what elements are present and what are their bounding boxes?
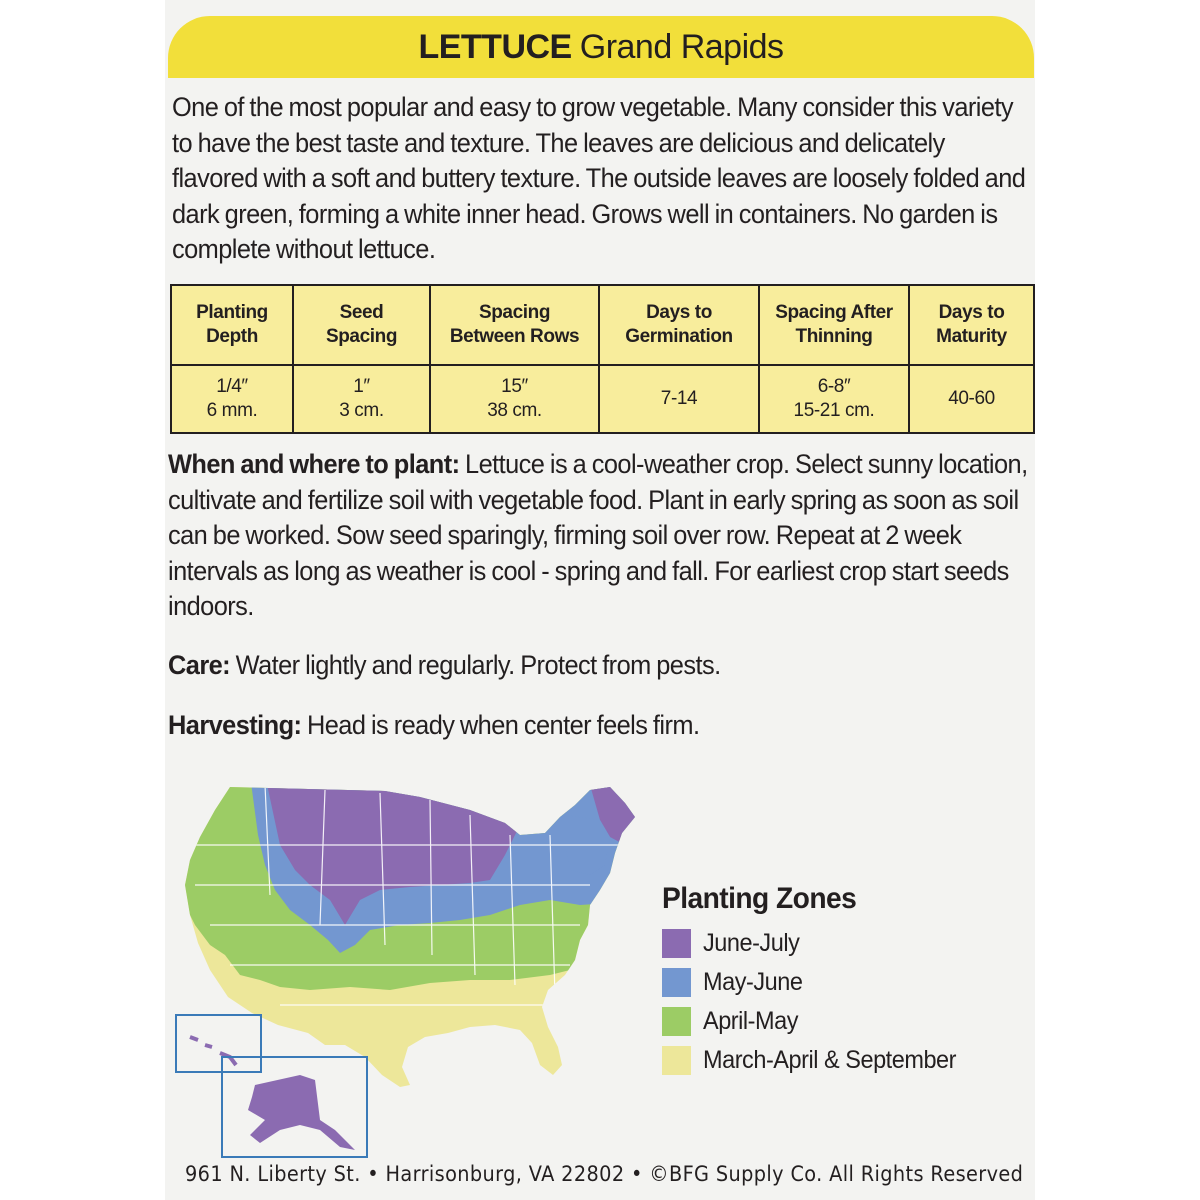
header-planting-depth: Planting Depth: [171, 285, 293, 365]
planting-zones-legend: [662, 882, 1032, 1080]
when-text: Lettuce is a cool-weather crop. Select sunny location, cultivate and fertilize soil with vegetable food. Plant in early spring as soon as soil can be worked. Sow seed sparingly, firming soil over row. Repeat at 2 week intervals as long as weather is cool - spring and fall. For earliest crop start seeds indoors.: [168, 449, 1028, 621]
harvesting-section: [168, 708, 1033, 744]
crop-name: LETTUCE: [418, 27, 572, 66]
harvest-text: Head is ready when center feels firm.: [306, 710, 700, 740]
when-where-section: [168, 447, 1033, 625]
care-section: [168, 648, 1033, 684]
table-value-row: [171, 365, 1034, 433]
alaska-shape: [248, 1075, 355, 1150]
legend-item: May-June: [662, 963, 1032, 1002]
value-planting-depth: 1/4″ 6 mm.: [171, 365, 293, 433]
value-row-spacing: 15″ 38 cm.: [430, 365, 599, 433]
header-thinning: Spacing After Thinning: [759, 285, 909, 365]
legend-swatch-april-may: [662, 1007, 691, 1036]
legend-item: March-April & September: [662, 1041, 1032, 1080]
header-seed-spacing: Seed Spacing: [293, 285, 430, 365]
legend-item: April-May: [662, 1002, 1032, 1041]
planting-stats-table: [170, 284, 1035, 434]
when-label: When and where to plant:: [168, 449, 460, 479]
value-seed-spacing: 1″ 3 cm.: [293, 365, 430, 433]
care-label: Care:: [168, 650, 231, 680]
legend-swatch-march-april: [662, 1046, 691, 1075]
legend-item: June-July: [662, 924, 1032, 963]
title-bar: [168, 16, 1034, 78]
variety-name: Grand Rapids: [579, 27, 784, 66]
harvest-label: Harvesting:: [168, 710, 302, 740]
header-maturity: Days to Maturity: [909, 285, 1034, 365]
header-germination: Days to Germination: [599, 285, 759, 365]
care-text: Water lightly and regularly. Protect from pests.: [235, 650, 721, 680]
header-row-spacing: Spacing Between Rows: [430, 285, 599, 365]
legend-title: Planting Zones: [662, 882, 857, 915]
value-maturity: 40-60: [909, 365, 1034, 433]
hawaii-inset: [176, 1015, 261, 1072]
planting-zone-map: [170, 775, 650, 1165]
value-germination: 7-14: [599, 365, 759, 433]
value-thinning: 6-8″ 15-21 cm.: [759, 365, 909, 433]
footer-address: 961 N. Liberty St. • Harrisonburg, VA 22802 • ©BFG Supply Co. All Rights Reserved: [185, 1162, 1024, 1186]
seed-packet-back: [165, 0, 1035, 1200]
intro-description: One of the most popular and easy to grow vegetable. Many consider this variety to have the best taste and texture. The leaves are delicious and delicately flavored with a soft and buttery texture. The outside leaves are loosely folded and dark green, forming a white inner head. Grows well in containers. No garden is complete without lettuce.: [172, 92, 1026, 264]
legend-swatch-may-june: [662, 968, 691, 997]
table-header-row: [171, 285, 1034, 365]
legend-swatch-june-july: [662, 929, 691, 958]
